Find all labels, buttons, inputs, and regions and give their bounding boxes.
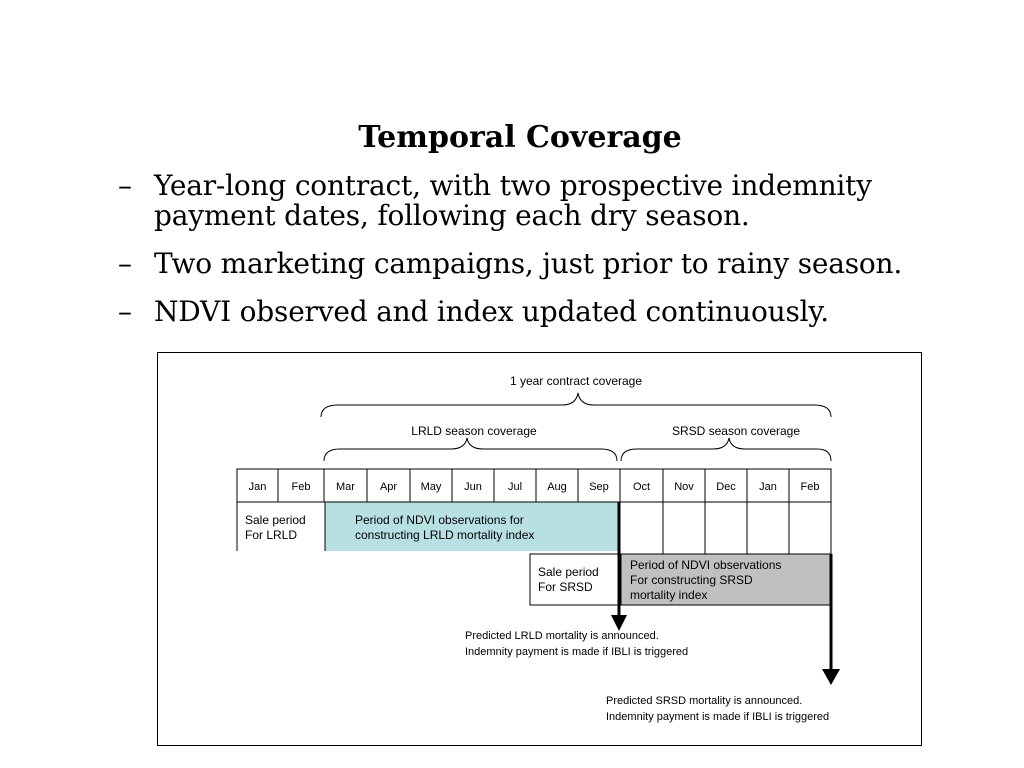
month-label: Nov <box>674 481 694 493</box>
ndvi-srsd-line1: Period of NDVI observations <box>630 558 782 572</box>
srsd-brace <box>621 438 831 461</box>
srsd-payment-arrow-head <box>822 669 840 685</box>
bullet-text: Year-long contract, with two prospective indemnity <box>154 169 872 202</box>
sale-srsd-line1: Sale period <box>538 565 599 579</box>
month-label: Jan <box>759 481 777 493</box>
ndvi-srsd-line2: For constructing SRSD <box>630 573 753 587</box>
contract-brace <box>321 393 831 417</box>
bullet-list <box>118 171 998 345</box>
month-label: Sep <box>589 481 609 493</box>
bullet-item <box>118 297 998 327</box>
coverage-timeline-figure <box>157 352 922 746</box>
srsd-announce-line2: Indemnity payment is made if IBLI is triggered <box>606 711 830 723</box>
month-label: Feb <box>291 481 311 493</box>
month-label: May <box>420 481 442 493</box>
bullet-text: Two marketing campaigns, just prior to rainy season. <box>154 247 903 280</box>
srsd-announce-line1: Predicted SRSD mortality is announced. <box>606 695 803 707</box>
lrld-coverage-label: LRLD season coverage <box>411 424 537 438</box>
month-label: Apr <box>379 481 398 493</box>
ndvi-srsd-line3: mortality index <box>630 588 708 602</box>
timeline-diagram <box>158 353 923 747</box>
srsd-coverage-label: SRSD season coverage <box>671 424 801 438</box>
lrld-payment-arrow-head <box>611 615 627 631</box>
bullet-item <box>118 249 998 279</box>
month-label: Jan <box>248 481 267 493</box>
bullet-text-continuation: payment dates, following each dry season. <box>154 199 750 232</box>
ndvi-lrld-box <box>325 502 618 552</box>
bullet-item <box>118 171 998 231</box>
month-label: Jun <box>464 481 482 493</box>
lrld-brace <box>324 438 617 461</box>
month-label: Jul <box>507 481 523 493</box>
contract-coverage-label: 1 year contract coverage <box>509 374 643 388</box>
bullet-text: NDVI observed and index updated continuously. <box>154 295 829 328</box>
sale-srsd-line2: For SRSD <box>538 580 593 594</box>
sale-lrld-line1: Sale period <box>245 513 306 527</box>
bullet-dash: – <box>118 247 132 280</box>
month-label: Mar <box>336 481 355 493</box>
month-label: Feb <box>800 481 820 493</box>
sale-lrld-line2: For LRLD <box>245 528 298 542</box>
ndvi-lrld-line2: constructing LRLD mortality index <box>355 528 535 542</box>
slide-title: Temporal Coverage <box>358 120 682 155</box>
bullet-dash: – <box>118 169 132 202</box>
month-label: Aug <box>547 481 567 493</box>
lrld-announce-line1: Predicted LRLD mortality is announced. <box>465 630 659 642</box>
month-label: Oct <box>632 481 651 493</box>
ndvi-lrld-line1: Period of NDVI observations for <box>355 513 524 527</box>
sale-period-lrld-box <box>237 502 325 552</box>
bullet-dash: – <box>118 295 132 328</box>
lrld-announce-line2: Indemnity payment is made if IBLI is triggered <box>465 646 689 658</box>
month-label: Dec <box>716 481 736 493</box>
